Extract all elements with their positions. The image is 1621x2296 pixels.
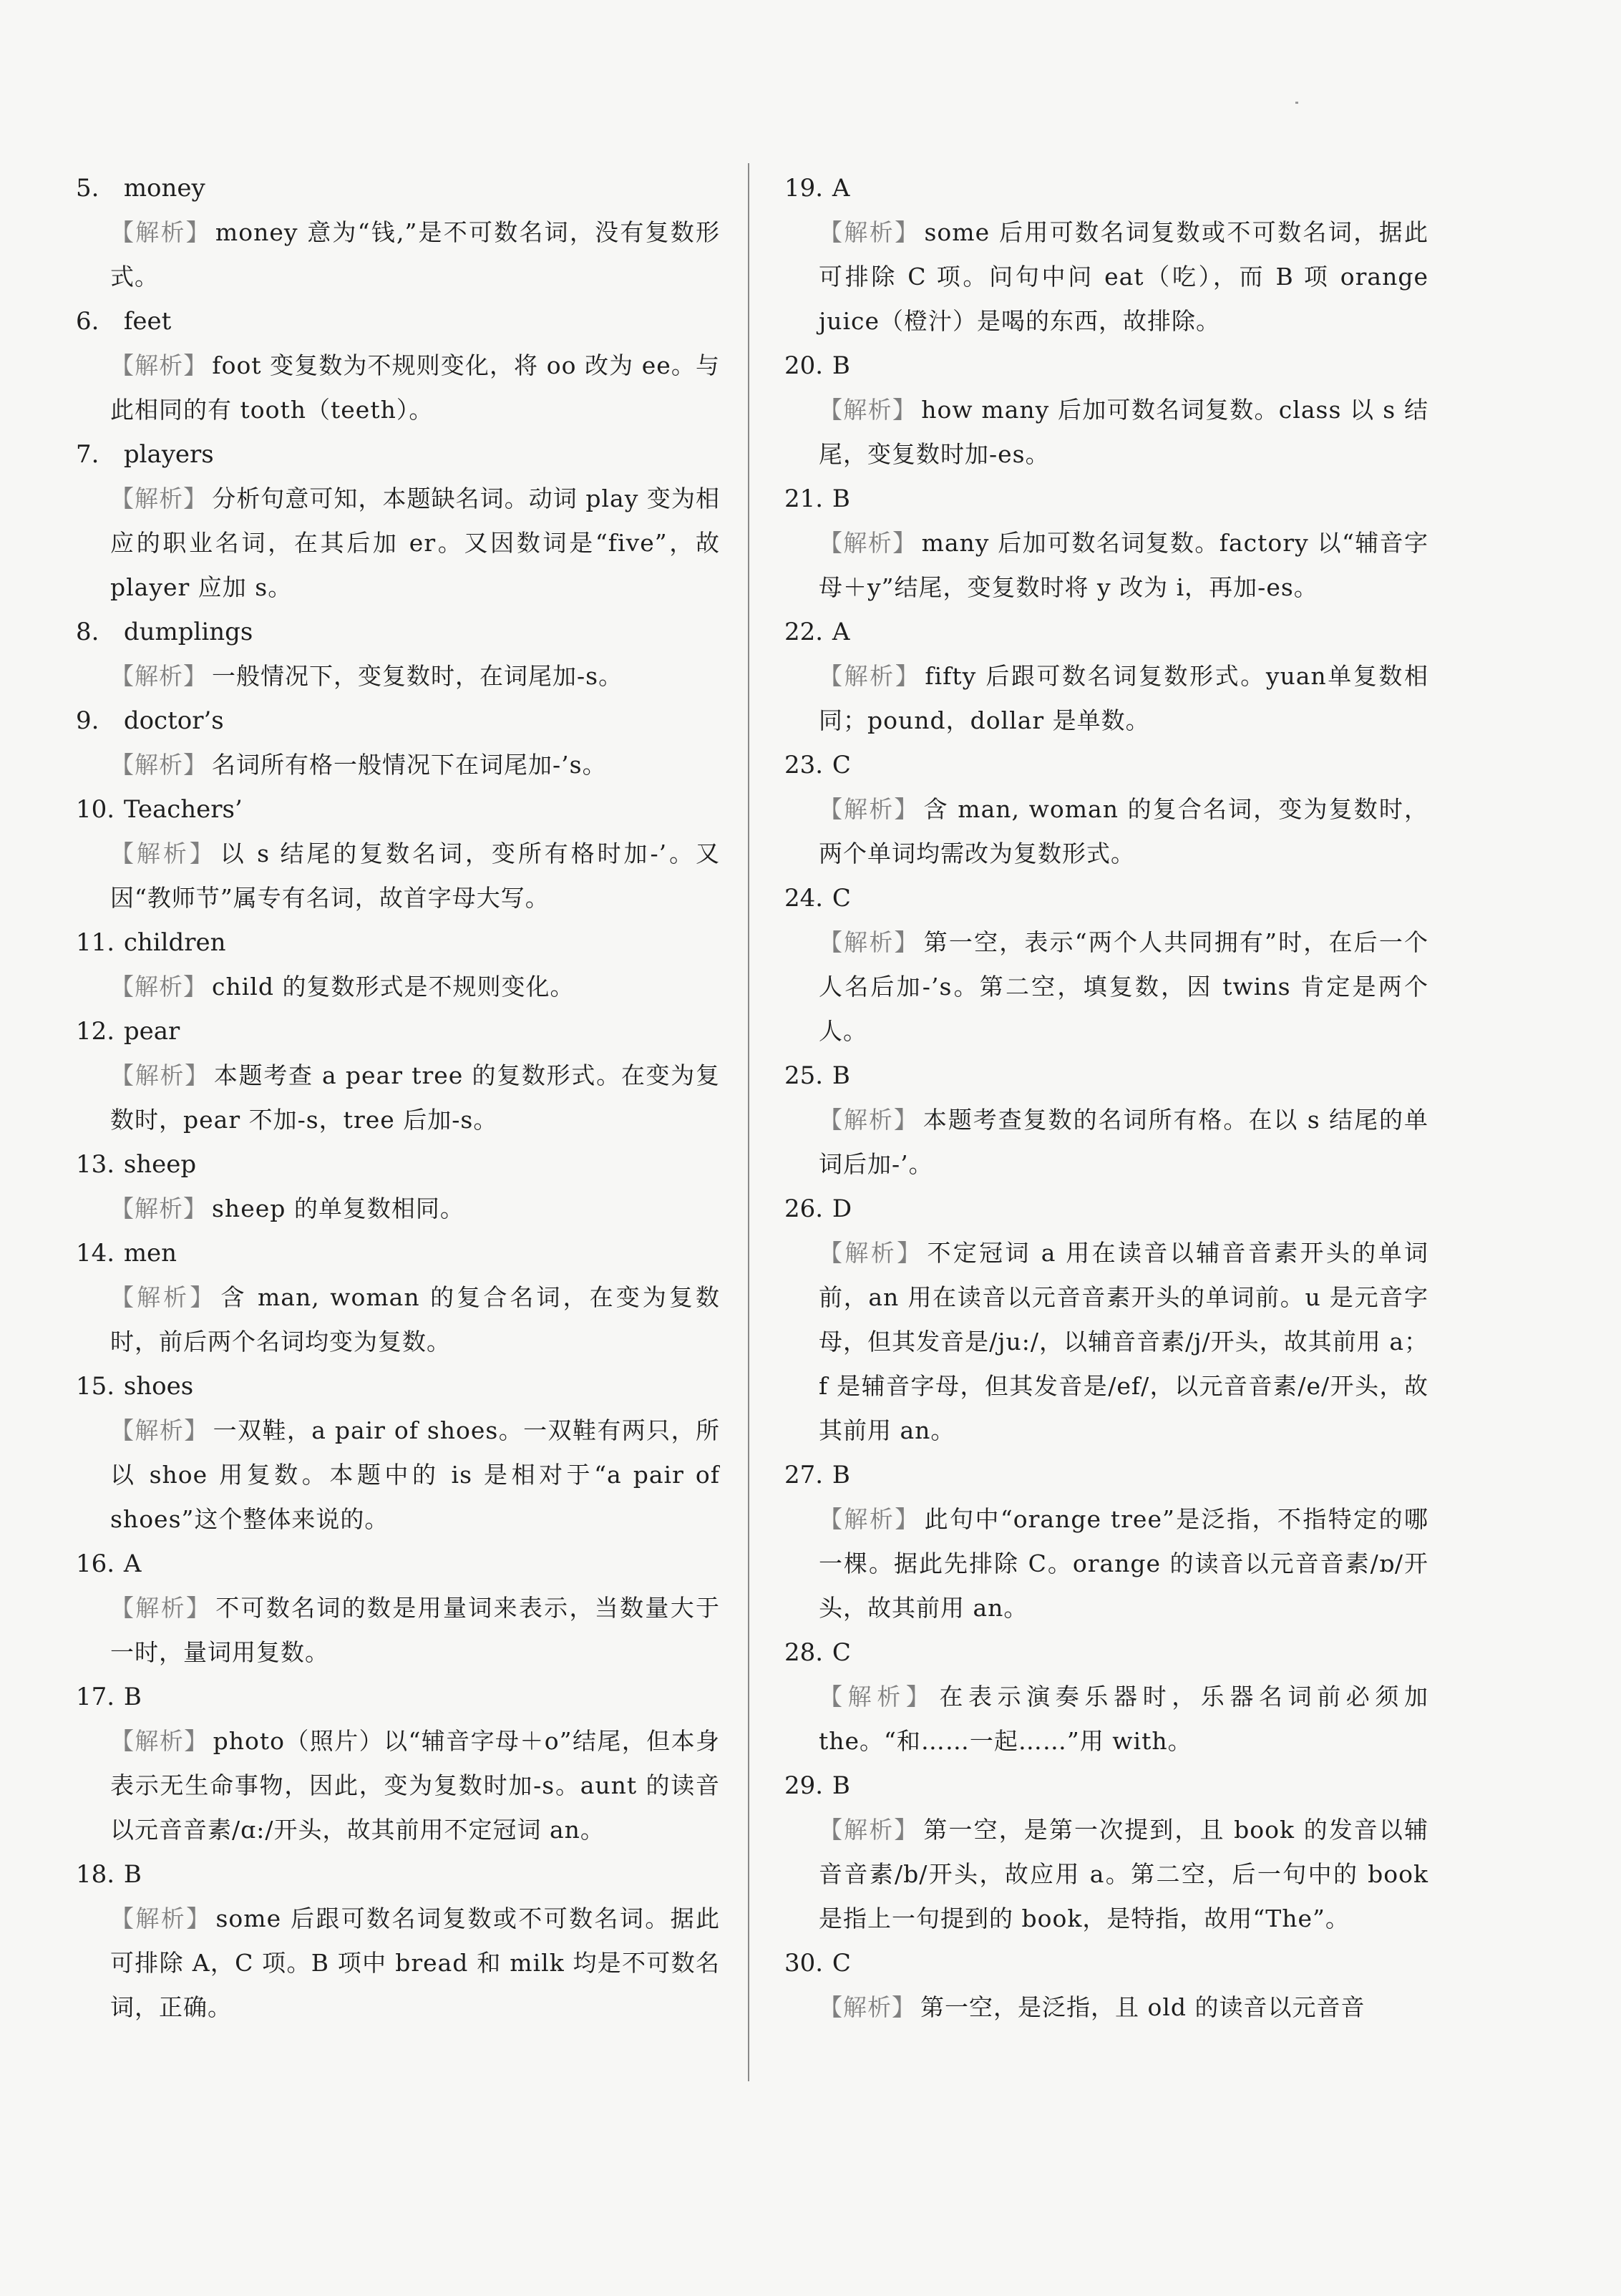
answer-value: men: [123, 1239, 177, 1268]
explanation-text: 本题考查 a pear tree 的复数形式。在变为复数时，pear 不加-s，tree 后加-s。: [110, 1061, 720, 1134]
answer-value: B: [832, 1061, 850, 1090]
item-number: 20.: [784, 351, 824, 380]
answer-line: [784, 610, 1428, 654]
item-number: 25.: [784, 1061, 824, 1090]
analysis-tag: 【解析】: [819, 218, 920, 246]
answer-entry: [76, 166, 720, 299]
item-number: 8.: [76, 618, 99, 646]
answer-line: [76, 1142, 720, 1187]
analysis-tag: 【解析】: [819, 1239, 923, 1267]
analysis-tag: 【解析】: [110, 1594, 212, 1622]
explanation-text: how many 后加可数名词复数。class 以 s 结尾，变复数时加-es。: [819, 396, 1428, 468]
answer-line: [784, 876, 1428, 920]
item-number: 16.: [76, 1550, 115, 1578]
answer-entry: [76, 1009, 720, 1142]
answer-entry: [784, 477, 1428, 610]
explanation: [110, 743, 720, 787]
explanation: [110, 1054, 720, 1142]
explanation: [819, 1808, 1428, 1941]
answer-entry: [76, 787, 720, 920]
explanation-text: some 后跟可数名词复数或不可数名词。据此可排除 A，C 项。B 项中 bread 和 milk 均是不可数名词，正确。: [110, 1905, 720, 2021]
explanation: [819, 521, 1428, 610]
answer-value: children: [123, 928, 226, 957]
analysis-tag: 【解析】: [110, 662, 208, 690]
answer-line: [76, 1364, 720, 1409]
answer-entry: [784, 610, 1428, 743]
analysis-tag: 【解析】: [819, 928, 920, 956]
explanation-text: 含 man, woman 的复合名词，在变为复数时，前后两个名词均变为复数。: [110, 1283, 720, 1356]
explanation-text: 不定冠词 a 用在读音以辅音音素开头的单词前，an 用在读音以元音音素开头的单词前。u 是元音字母，但其发音是/ju:/，以辅音音素/j/开头，故其前用 a；f 是辅音字母，但其发音是/ef/，以元音音素/e/开头，故其前用 an。: [819, 1239, 1428, 1444]
explanation: [110, 344, 720, 432]
analysis-tag: 【解析】: [819, 529, 917, 557]
item-number: 19.: [784, 174, 824, 203]
explanation: [110, 832, 720, 920]
explanation-text: 一双鞋，a pair of shoes。一双鞋有两只，所以 shoe 用复数。本题中的 is 是相对于“a pair of shoes”这个整体来说的。: [110, 1416, 720, 1533]
analysis-tag: 【解析】: [819, 1106, 919, 1134]
answer-entry: [784, 876, 1428, 1054]
answer-entry: [784, 1941, 1428, 2030]
explanation: [110, 1275, 720, 1364]
explanation: [819, 787, 1428, 876]
analysis-tag: 【解析】: [819, 1505, 920, 1533]
explanation-text: 以 s 结尾的复数名词，变所有格时加-’。又因“教师节”属专有名词，故首字母大写。: [110, 840, 720, 912]
answer-value: shoes: [123, 1372, 194, 1401]
answer-entry: [784, 1630, 1428, 1764]
answer-value: dumplings: [123, 618, 253, 646]
item-number: 12.: [76, 1017, 115, 1046]
explanation: [110, 210, 720, 299]
explanation: [110, 1187, 720, 1231]
answer-line: [784, 1764, 1428, 1808]
item-number: 24.: [784, 884, 824, 913]
answer-entry: [784, 743, 1428, 876]
analysis-tag: 【解析】: [110, 351, 208, 379]
item-number: 27.: [784, 1461, 824, 1489]
answer-entry: [76, 1852, 720, 2030]
explanation-text: 此句中“orange tree”是泛指，不指特定的哪一棵。据此先排除 C。orange 的读音以元音音素/ɒ/开头，故其前用 an。: [819, 1505, 1428, 1622]
item-number: 10.: [76, 795, 115, 824]
answer-value: B: [832, 1771, 850, 1800]
item-number: 26.: [784, 1195, 824, 1223]
answer-entry: [76, 1142, 720, 1231]
answer-line: [76, 610, 720, 654]
answer-line: [76, 432, 720, 477]
explanation: [110, 1586, 720, 1675]
analysis-tag: 【解析】: [110, 751, 208, 779]
column-divider: [748, 163, 749, 2081]
analysis-tag: 【解析】: [110, 1416, 209, 1444]
explanation-text: 本题考查复数的名词所有格。在以 s 结尾的单词后加-’。: [819, 1106, 1428, 1178]
analysis-tag: 【解析】: [819, 396, 917, 424]
answer-value: C: [832, 1949, 851, 1978]
explanation: [110, 654, 720, 699]
explanation: [110, 1719, 720, 1852]
explanation: [819, 1098, 1428, 1187]
explanation: [819, 1675, 1428, 1764]
answer-entry: [76, 610, 720, 699]
answer-line: [784, 1630, 1428, 1675]
answer-line: [784, 1187, 1428, 1231]
scan-speck: [1295, 102, 1298, 104]
analysis-tag: 【解析】: [819, 662, 921, 690]
answer-line: [76, 699, 720, 743]
item-number: 17.: [76, 1683, 115, 1711]
answer-line: [76, 920, 720, 965]
item-number: 5.: [76, 174, 99, 203]
explanation-text: 含 man, woman 的复合名词，变为复数时，两个单词均需改为复数形式。: [819, 795, 1428, 867]
explanation: [110, 965, 720, 1009]
answer-line: [76, 1542, 720, 1586]
analysis-tag: 【解析】: [110, 1727, 209, 1755]
answer-line: [76, 166, 720, 210]
explanation-text: photo（照片）以“辅音字母＋o”结尾，但本身表示无生命事物，因此，变为复数时加-s。aunt 的读音以元音音素/ɑ:/开头，故其前用不定冠词 an。: [110, 1727, 720, 1844]
analysis-tag: 【解析】: [110, 1283, 217, 1311]
answer-entry: [784, 166, 1428, 344]
right-column: [784, 166, 1428, 2084]
item-number: 15.: [76, 1372, 115, 1401]
answer-line: [76, 299, 720, 344]
answer-value: B: [123, 1683, 142, 1711]
answer-entry: [784, 1453, 1428, 1630]
item-number: 11.: [76, 928, 115, 957]
answer-entry: [784, 1187, 1428, 1453]
item-number: 13.: [76, 1150, 115, 1179]
answer-value: B: [832, 351, 850, 380]
explanation: [819, 1985, 1428, 2030]
explanation: [110, 477, 720, 610]
answer-line: [76, 1009, 720, 1054]
explanation-text: 第一空，是泛指，且 old 的读音以元音音: [920, 1993, 1366, 2021]
answer-value: Teachers’: [123, 795, 243, 824]
answer-value: doctor’s: [123, 706, 224, 735]
item-number: 9.: [76, 706, 99, 735]
answer-value: C: [832, 884, 851, 913]
answer-value: feet: [123, 307, 172, 336]
answer-line: [76, 1675, 720, 1719]
answer-entry: [76, 920, 720, 1009]
explanation-text: some 后用可数名词复数或不可数名词，据此可排除 C 项。问句中问 eat（吃），而 B 项 orange juice（橙汁）是喝的东西，故排除。: [819, 218, 1428, 335]
answer-value: B: [832, 1461, 850, 1489]
answer-entry: [76, 1364, 720, 1542]
explanation-text: 在表示演奏乐器时，乐器名词前必须加 the。“和……一起……”用 with。: [819, 1683, 1428, 1755]
answer-value: A: [832, 174, 850, 203]
explanation-text: 分析句意可知，本题缺名词。动词 play 变为相应的职业名词，在其后加 er。又因数词是“five”，故 player 应加 s。: [110, 485, 720, 601]
answer-line: [76, 1852, 720, 1897]
answer-entry: [76, 1231, 720, 1364]
answer-entry: [784, 1764, 1428, 1941]
analysis-tag: 【解析】: [819, 1683, 935, 1711]
item-number: 30.: [784, 1949, 824, 1978]
answer-value: sheep: [123, 1150, 197, 1179]
explanation-text: 第一空，是第一次提到，且 book 的发音以辅音音素/b/开头，故应用 a。第二空，后一句中的 book 是指上一句提到的 book，是特指，故用“The”。: [819, 1816, 1428, 1932]
answer-entry: [76, 432, 720, 610]
answer-line: [76, 787, 720, 832]
answer-value: money: [123, 174, 205, 203]
answer-value: C: [832, 1638, 851, 1667]
answer-value: C: [832, 751, 851, 779]
item-number: 22.: [784, 618, 824, 646]
item-number: 29.: [784, 1771, 824, 1800]
analysis-tag: 【解析】: [819, 795, 920, 823]
answer-value: B: [832, 485, 850, 513]
answer-entry: [784, 344, 1428, 477]
explanation: [110, 1409, 720, 1542]
answer-value: A: [123, 1550, 142, 1578]
explanation-text: child 的复数形式是不规则变化。: [212, 973, 575, 1001]
explanation-text: 第一空，表示“两个人共同拥有”时，在后一个人名后加-’s。第二空，填复数，因 twins 肯定是两个人。: [819, 928, 1428, 1045]
answer-value: pear: [123, 1017, 180, 1046]
answer-value: D: [832, 1195, 852, 1223]
answer-entry: [784, 1054, 1428, 1187]
explanation-text: money 意为“钱,”是不可数名词，没有复数形式。: [110, 218, 720, 291]
answer-entry: [76, 1542, 720, 1675]
answer-entry: [76, 299, 720, 432]
explanation: [819, 1231, 1428, 1453]
analysis-tag: 【解析】: [110, 485, 208, 512]
answer-line: [784, 1054, 1428, 1098]
explanation-text: sheep 的单复数相同。: [212, 1195, 464, 1222]
item-number: 14.: [76, 1239, 115, 1268]
analysis-tag: 【解析】: [110, 218, 211, 246]
analysis-tag: 【解析】: [819, 1816, 920, 1844]
answer-value: B: [123, 1860, 142, 1889]
explanation: [819, 210, 1428, 344]
explanation: [110, 1897, 720, 2030]
answer-entry: [76, 699, 720, 787]
answer-line: [76, 1231, 720, 1275]
explanation-text: fifty 后跟可数名词复数形式。yuan单复数相同；pound，dollar 是单数。: [819, 662, 1428, 734]
answer-line: [784, 477, 1428, 521]
analysis-tag: 【解析】: [110, 1905, 212, 1932]
explanation-text: 一般情况下，变复数时，在词尾加-s。: [212, 662, 623, 690]
item-number: 18.: [76, 1860, 115, 1889]
analysis-tag: 【解析】: [110, 973, 208, 1001]
explanation: [819, 654, 1428, 743]
answer-line: [784, 344, 1428, 388]
analysis-tag: 【解析】: [819, 1993, 916, 2021]
answer-line: [784, 1941, 1428, 1985]
answer-value: players: [123, 440, 214, 469]
answer-line: [784, 743, 1428, 787]
analysis-tag: 【解析】: [110, 1195, 208, 1222]
item-number: 7.: [76, 440, 99, 469]
item-number: 6.: [76, 307, 99, 336]
item-number: 28.: [784, 1638, 824, 1667]
explanation: [819, 388, 1428, 477]
explanation-text: 不可数名词的数是用量词来表示，当数量大于一时，量词用复数。: [110, 1594, 720, 1666]
analysis-tag: 【解析】: [110, 840, 216, 867]
explanation-text: foot 变复数为不规则变化，将 oo 改为 ee。与此相同的有 tooth（teeth）。: [110, 351, 720, 424]
left-column: [76, 166, 720, 2084]
analysis-tag: 【解析】: [110, 1061, 210, 1089]
answer-line: [784, 166, 1428, 210]
answer-line: [784, 1453, 1428, 1497]
answer-value: A: [832, 618, 850, 646]
explanation: [819, 1497, 1428, 1630]
explanation-text: 名词所有格一般情况下在词尾加-’s。: [212, 751, 607, 779]
explanation-text: many 后加可数名词复数。factory 以“辅音字母＋y”结尾，变复数时将 y 改为 i，再加-es。: [819, 529, 1428, 601]
item-number: 23.: [784, 751, 824, 779]
item-number: 21.: [784, 485, 824, 513]
explanation: [819, 920, 1428, 1054]
answer-entry: [76, 1675, 720, 1852]
